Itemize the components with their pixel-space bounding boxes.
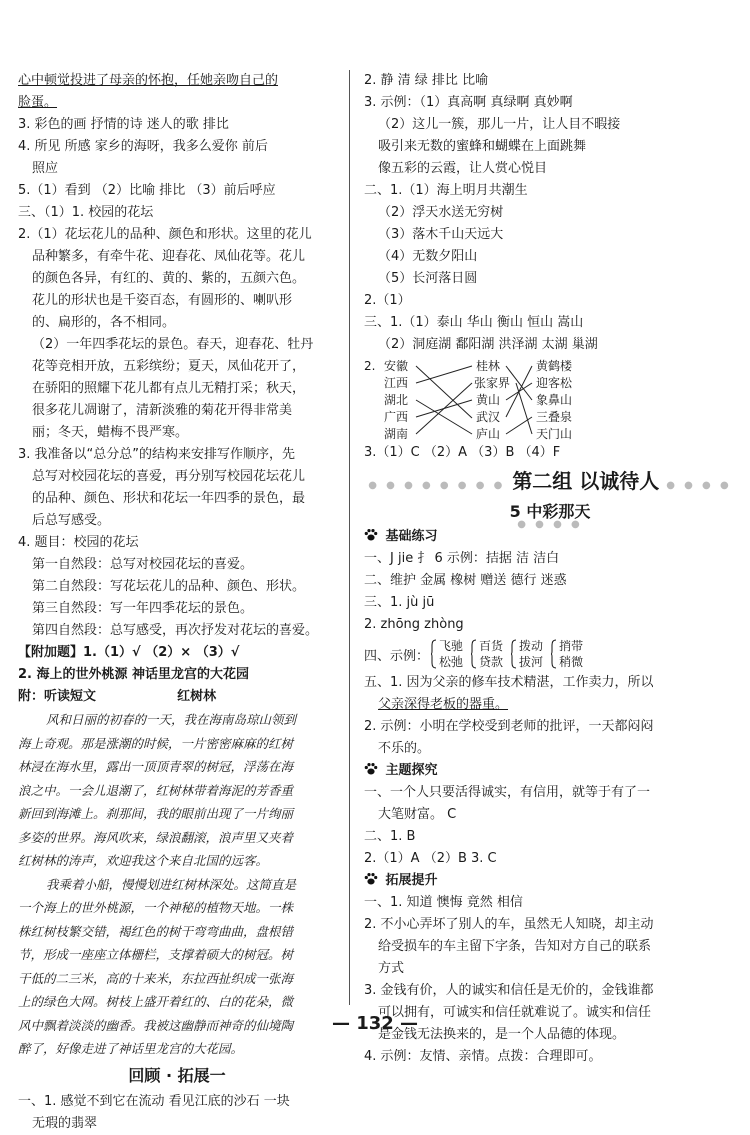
answer-line: 父亲深得老板的器重。 xyxy=(378,697,509,712)
answer-line: 2.（1）A （2）B 3. C xyxy=(364,851,497,866)
answer-line: 花等竞相开放，五彩缤纷；夏天，凤仙花开了， xyxy=(32,359,306,374)
paw-icon xyxy=(364,762,378,776)
section-heading xyxy=(364,870,736,892)
answer-line: （2）浮天水送无穷树 xyxy=(378,205,504,220)
reading-header xyxy=(18,686,336,708)
answer-line: 五、1. 因为父亲的修车技术精湛，工作卖力，所以 xyxy=(364,675,654,690)
review-title: 回顾 · 拓展一 xyxy=(128,1065,226,1085)
answer-line: 给受损车的车主留下字条，告知对方自己的联系 xyxy=(378,939,652,954)
section-title: 基础练习 xyxy=(385,529,438,544)
answer-line: 品种繁多，有牵牛花、迎春花、凤仙花等。花儿 xyxy=(32,249,306,264)
word-pairs-line xyxy=(364,636,736,672)
answer-line: 第一自然段：总写对校园花坛的喜爱。 xyxy=(32,557,254,572)
answer-line: 3. 我准备以“总分总”的结构来安排写作顺序，先 xyxy=(18,447,296,462)
passage-line: 上的绿色大网。树枝上盛开着红的、白的花朵，微 xyxy=(18,994,294,1009)
reading-title: 红树林 xyxy=(177,689,217,704)
answer-line: 不乐的。 xyxy=(378,741,431,756)
word: 百货 xyxy=(479,639,504,653)
answer-line: 二、1.（1）海上明月共潮生 xyxy=(364,183,528,198)
answer-line: 丽；冬天，蜡梅不畏严寒。 xyxy=(32,425,189,440)
place-item: 武汉 xyxy=(476,410,501,424)
answer-line: 2. 示例：小明在学校受到老师的批评，一天都闷闷 xyxy=(364,719,654,734)
landmark-item: 黄鹤楼 xyxy=(536,359,573,373)
answer-line: 方式 xyxy=(378,961,405,976)
answer-line: （5）长河落日圆 xyxy=(378,271,478,286)
passage-line: 林浸在海水里，露出一顶顶青翠的树冠，浮荡在海 xyxy=(18,759,294,774)
answer-line: （4）无数夕阳山 xyxy=(378,249,478,264)
answer-line: （3）落木千山天远大 xyxy=(378,227,504,242)
answer-line: 心中顿觉投进了母亲的怀抱，任她亲吻自己的 xyxy=(18,73,279,88)
answer-line: 2. 海上的世外桃源 神话里龙宫的大花园 xyxy=(18,667,250,682)
answer-line: 3.（1）C （2）A （3）B （4）F xyxy=(364,445,561,460)
province-item: 湖南 xyxy=(384,427,409,441)
answer-line: 三、1. jù jū xyxy=(364,595,435,610)
passage-line: 一个海上的世外桃源，一个神秘的植物天地。一株 xyxy=(18,900,294,915)
place-item: 庐山 xyxy=(476,427,501,441)
place-item: 张家界 xyxy=(474,376,511,390)
answer-line: 一、一个人只要活得诚实，有信用，就等于有了一 xyxy=(364,785,651,800)
word-pair xyxy=(469,638,503,670)
answer-line: 的、扁形的，各不相同。 xyxy=(32,315,176,330)
passage-line: 浪之中。一会儿退潮了，红树林带着海泥的芳香重 xyxy=(18,782,294,798)
answer-line: 的品种、颜色、形状和花坛一年四季的景色，最 xyxy=(32,491,306,506)
answer-line: （2）一年四季花坛的景色。春天，迎春花、牡丹 xyxy=(32,337,314,352)
word: 捎带 xyxy=(559,639,584,653)
section-heading xyxy=(364,760,736,782)
answer-line: 在骄阳的照耀下花儿都有点儿无精打采；秋天， xyxy=(32,381,306,396)
answer-line: 第二自然段：写花坛花儿的品种、颜色、形状。 xyxy=(32,579,306,594)
answer-line: 2.（1）花坛花儿的品种、颜色和形状。这里的花儿 xyxy=(18,227,312,242)
passage-line: 我乘着小船，慢慢划进红树林深处。这简直是 xyxy=(46,876,297,892)
answer-line: 很多花儿凋谢了，清新淡雅的菊花开得非常美 xyxy=(32,403,293,418)
brace-icon xyxy=(431,639,437,669)
answer-line: 照应 xyxy=(32,161,59,176)
passage-line: 节，形成一座座立体栅栏，支撑着硕大的树冠。树 xyxy=(18,947,294,962)
left-column xyxy=(18,70,336,1135)
answer-line: 3. 金钱有价，人的诚实和信任是无价的，金钱谁都 xyxy=(364,983,654,998)
answer-line: 第四自然段：总写感受，再次抒发对花坛的喜爱。 xyxy=(32,623,319,638)
answer-line: 3. 彩色的画 抒情的诗 迷人的歌 排比 xyxy=(18,117,229,132)
passage-line: 新回到海滩上。刹那间，我的眼前出现了一片绚丽 xyxy=(18,806,294,821)
answer-line: 二、1. B xyxy=(364,829,416,844)
passage-line: 红树林的涛声，欢迎我这个来自北国的远客。 xyxy=(18,853,269,868)
word: 飞驰 xyxy=(439,639,464,653)
province-item: 安徽 xyxy=(384,359,409,373)
answer-line: 无瑕的翡翠 xyxy=(32,1115,98,1131)
landmark-item: 象鼻山 xyxy=(536,393,573,407)
passage-line: 风中飘着淡淡的幽香。我被这幽静而神奇的仙境陶 xyxy=(18,1017,294,1033)
word: 松弛 xyxy=(439,655,464,669)
place-item: 黄山 xyxy=(476,393,501,407)
word: 贷款 xyxy=(479,655,504,669)
word: 拔河 xyxy=(519,655,544,669)
word: 拨动 xyxy=(519,639,544,653)
answer-line: 一、J jie 扌 6 示例：拮据 洁 洁白 xyxy=(364,551,560,566)
brace-icon xyxy=(551,639,557,669)
word-pair xyxy=(429,638,463,670)
answer-line: 三、1.（1）泰山 华山 衡山 恒山 嵩山 xyxy=(364,315,584,330)
matching-exercise xyxy=(364,356,736,442)
answer-line: 的颜色各异，有红的、黄的、紫的，五颜六色。 xyxy=(32,271,306,286)
brace-icon xyxy=(471,639,477,669)
answer-line: 脸蛋。 xyxy=(18,95,58,110)
answer-line: 大笔财富。 C xyxy=(378,807,457,822)
bonus-question-line: 【附加题】1.（1）√ （2）× （3）√ xyxy=(18,645,240,660)
answer-line: （2）这儿一簇，那儿一片，让人目不暇接 xyxy=(378,117,621,132)
answer-line: 4. 示例：友情、亲情。点拨：合理即可。 xyxy=(364,1049,602,1064)
answer-line-prefix: 四、示例： xyxy=(364,648,430,664)
landmark-item: 三叠泉 xyxy=(536,410,573,424)
answer-line: 三、（1）1. 校园的花坛 xyxy=(18,205,154,220)
answer-line: 2. 不小心弄坏了别人的车，虽然无人知晓，却主动 xyxy=(364,917,654,932)
province-item: 湖北 xyxy=(384,393,409,407)
brace-icon xyxy=(511,639,517,669)
answer-line: 2.（1） xyxy=(364,293,411,308)
passage-line: 株红树枝繁交错，褐红色的树干弯弯曲曲，盘根错 xyxy=(18,923,294,939)
answer-line: 花儿的形状也是千姿百态，有圆形的、喇叭形 xyxy=(32,293,293,308)
answer-line: 后总写感受。 xyxy=(32,513,111,528)
passage-line: 醉了，好像走进了神话里龙宫的大花园。 xyxy=(18,1041,244,1056)
page-number: — 132 — xyxy=(331,1013,419,1034)
answer-line: 4. 题目：校园的花坛 xyxy=(18,535,139,550)
answer-line: （2）洞庭湖 鄱阳湖 洪泽湖 太湖 巢湖 xyxy=(378,337,598,352)
answer-line: 2. 静 清 绿 排比 比喻 xyxy=(364,73,489,88)
province-item: 江西 xyxy=(384,376,409,390)
answer-line: 吸引来无数的蜜蜂和蝴蝶在上面跳舞 xyxy=(378,139,587,154)
answer-line: 第三自然段：写一年四季花坛的景色。 xyxy=(32,601,254,616)
paw-icon xyxy=(364,528,378,542)
decorative-dots: ● ● ● ● ● ● ● ● xyxy=(368,480,506,491)
passage-line: 风和日丽的初春的一天，我在海南岛琼山领到 xyxy=(46,712,297,727)
answer-line: 总写对校园花坛的喜爱，再分别写校园花坛花儿 xyxy=(32,469,306,484)
landmark-item: 迎客松 xyxy=(536,376,573,390)
answer-line: 是金钱无法换来的，是一个人品德的体现。 xyxy=(378,1027,626,1042)
group-title: 第二组 以诚待人 xyxy=(512,469,660,493)
reading-passage xyxy=(18,708,336,1061)
province-item: 广西 xyxy=(384,410,409,424)
answer-line: 3. 示例：（1）真高啊 真绿啊 真妙啊 xyxy=(364,95,573,110)
answer-line: 一、1. 感觉不到它在流动 看见江底的沙石 一块 xyxy=(18,1093,290,1109)
answer-line: 像五彩的云霞，让人赏心悦目 xyxy=(378,161,548,176)
lesson-title: 5 中彩那天 xyxy=(509,502,591,521)
passage-line: 多姿的世界。海风吹来，绿浪翻滚，浪声里又夹着 xyxy=(18,829,294,845)
place-item: 桂林 xyxy=(476,359,501,373)
passage-line: 干低的二三米，高的十来米，东拉西扯织成一张海 xyxy=(18,970,294,986)
answer-line: 4. 所见 所感 家乡的海呀，我多么爱你 前后 xyxy=(18,139,268,154)
landmark-item: 天门山 xyxy=(536,427,573,441)
reading-label: 附：听读短文 xyxy=(18,689,97,704)
paw-icon xyxy=(364,872,378,886)
answer-line: 2. zhōng zhòng xyxy=(364,617,464,632)
section-title: 拓展提升 xyxy=(385,873,438,888)
answer-line: 二、维护 金属 橡树 赠送 德行 迷惑 xyxy=(364,573,567,588)
answer-line: 一、1. 知道 懊悔 竟然 相信 xyxy=(364,895,523,910)
column-divider xyxy=(349,70,350,1005)
word: 稍微 xyxy=(559,655,584,669)
answer-line: 可以拥有，可诚实和信任就难说了。诚实和信任 xyxy=(378,1005,652,1020)
right-column xyxy=(364,70,736,1068)
match-number: 2. xyxy=(364,359,376,373)
section-title: 主题探究 xyxy=(385,763,438,778)
word-pair xyxy=(549,638,583,670)
passage-line: 海上奇观。那是涨潮的时候，一片密密麻麻的红树 xyxy=(18,735,294,751)
word-pair xyxy=(509,638,543,670)
answer-line: 5.（1）看到 （2）比喻 排比 （3）前后呼应 xyxy=(18,183,276,198)
decorative-dots: ● ● ● ● ● ● ● ● xyxy=(517,480,732,530)
